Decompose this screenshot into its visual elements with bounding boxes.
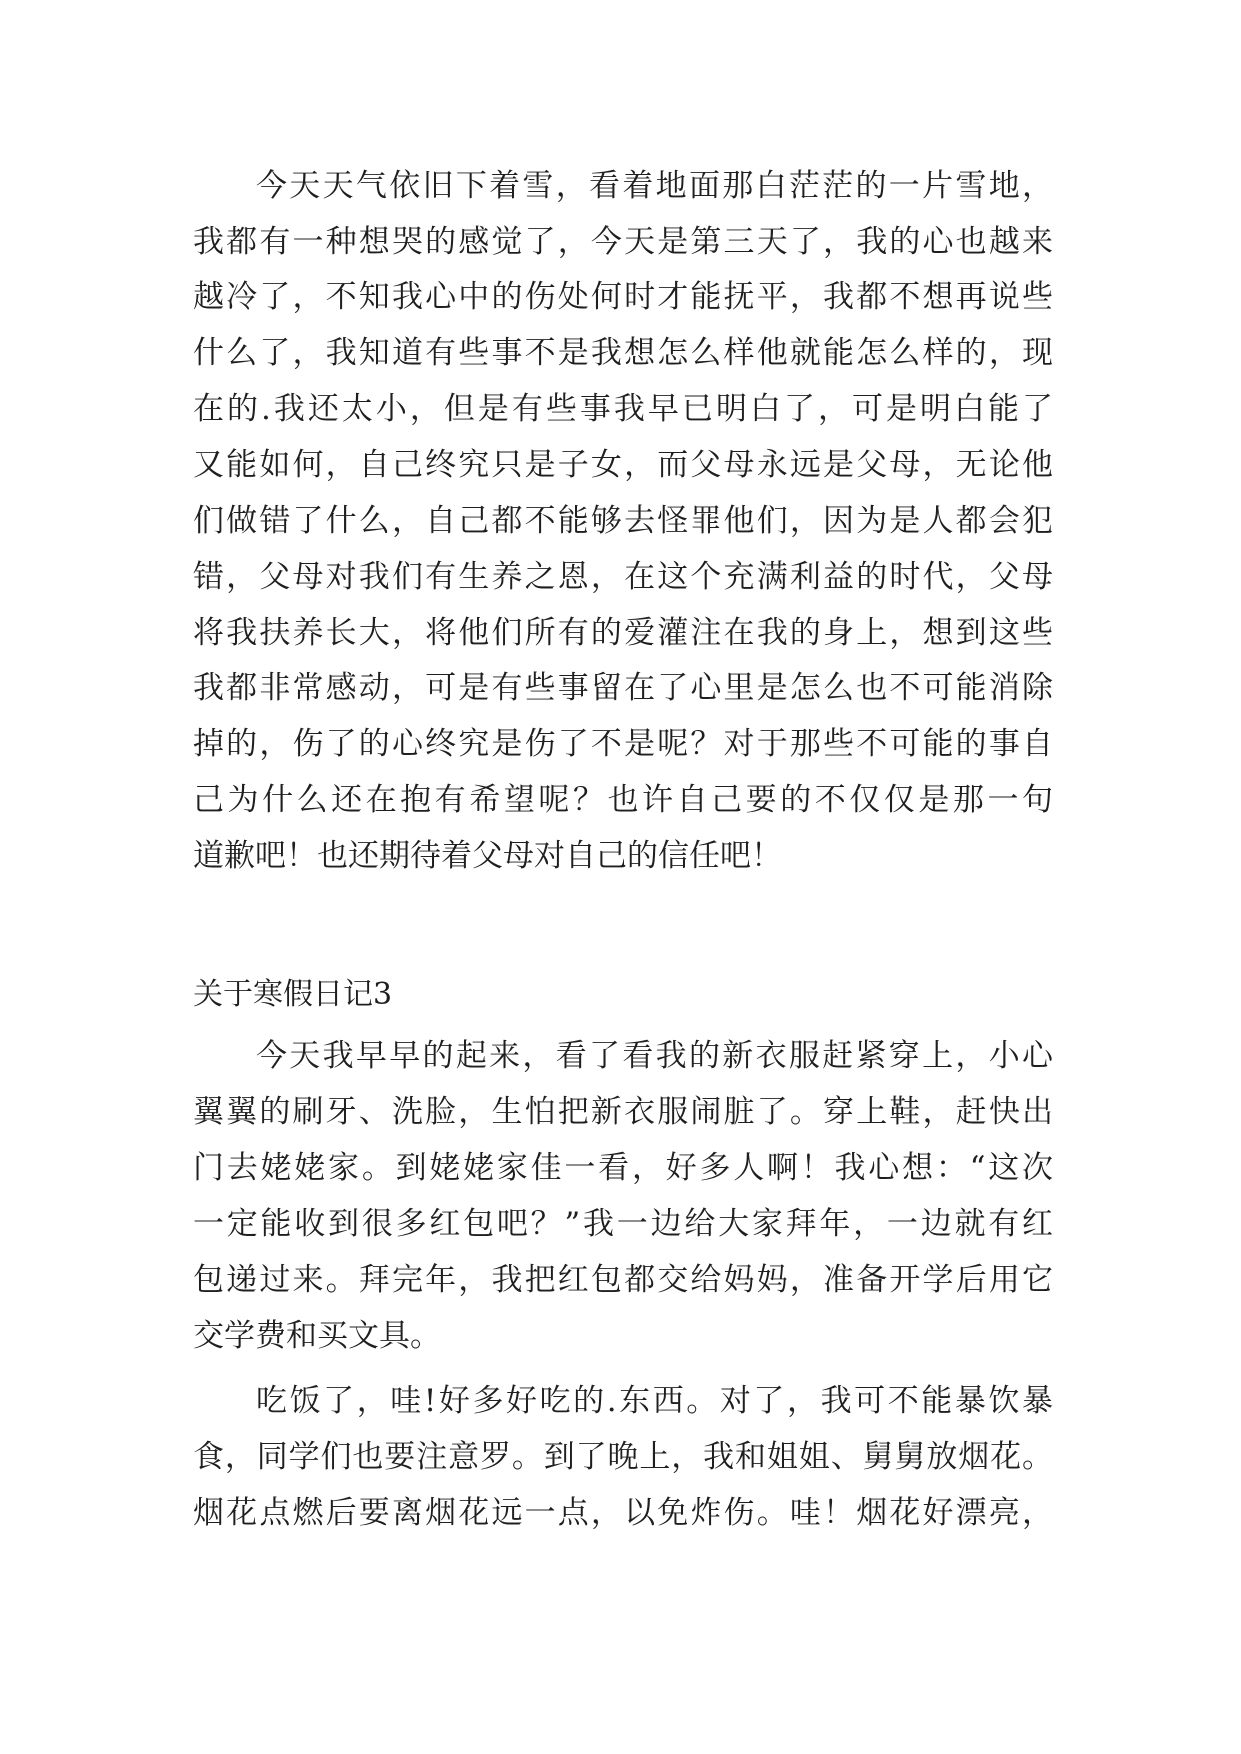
paragraph-line: 掉的，伤了的心终究是伤了不是呢？对于那些不可能的事自 xyxy=(193,726,1053,762)
paragraph-line: 一定能收到很多红包吧？”我一边给大家拜年，一边就有红 xyxy=(193,1206,1053,1242)
paragraph-line: 在的.我还太小，但是有些事我早已明白了，可是明白能了 xyxy=(193,391,1053,427)
paragraph-line: 将我扶养长大，将他们所有的爱灌注在我的身上，想到这些 xyxy=(193,615,1053,651)
paragraph-line: 今天天气依旧下着雪，看着地面那白茫茫的一片雪地， xyxy=(256,168,1053,204)
paragraph-line: 翼翼的刷牙、洗脸，生怕把新衣服闹脏了。穿上鞋，赶快出 xyxy=(193,1094,1053,1130)
paragraph-line: 吃饭了，哇!好多好吃的.东西。对了，我可不能暴饮暴 xyxy=(256,1383,1053,1419)
paragraph-line: 交学费和买文具。 xyxy=(193,1318,441,1354)
paragraph-line: 越冷了，不知我心中的伤处何时才能抚平，我都不想再说些 xyxy=(193,279,1053,315)
paragraph-line: 我都有一种想哭的感觉了，今天是第三天了，我的心也越来 xyxy=(193,224,1053,260)
paragraph-line: 我都非常感动，可是有些事留在了心里是怎么也不可能消除 xyxy=(193,670,1053,706)
paragraph-line: 己为什么还在抱有希望呢？也许自己要的不仅仅是那一句 xyxy=(193,782,1053,818)
paragraph-line: 食，同学们也要注意罗。到了晚上，我和姐姐、舅舅放烟花。 xyxy=(193,1439,1053,1475)
paragraph-line: 今天我早早的起来，看了看我的新衣服赶紧穿上，小心 xyxy=(256,1038,1053,1074)
section-heading: 关于寒假日记3 xyxy=(193,977,393,1012)
paragraph-line: 们做错了什么，自己都不能够去怪罪他们，因为是人都会犯 xyxy=(193,503,1053,539)
paragraph-line: 道歉吧！也还期待着父母对自己的信任吧！ xyxy=(193,838,782,874)
paragraph-line: 什么了，我知道有些事不是我想怎么样他就能怎么样的，现 xyxy=(193,335,1053,371)
paragraph-line: 包递过来。拜完年，我把红包都交给妈妈，准备开学后用它 xyxy=(193,1262,1053,1298)
paragraph-line: 门去姥姥家。到姥姥家佳一看，好多人啊！我心想：“这次 xyxy=(193,1150,1053,1186)
paragraph-line: 错，父母对我们有生养之恩，在这个充满利益的时代，父母 xyxy=(193,559,1053,595)
paragraph-line: 又能如何，自己终究只是子女，而父母永远是父母，无论他 xyxy=(193,447,1053,483)
paragraph-line: 烟花点燃后要离烟花远一点，以免炸伤。哇！烟花好漂亮， xyxy=(193,1495,1053,1531)
